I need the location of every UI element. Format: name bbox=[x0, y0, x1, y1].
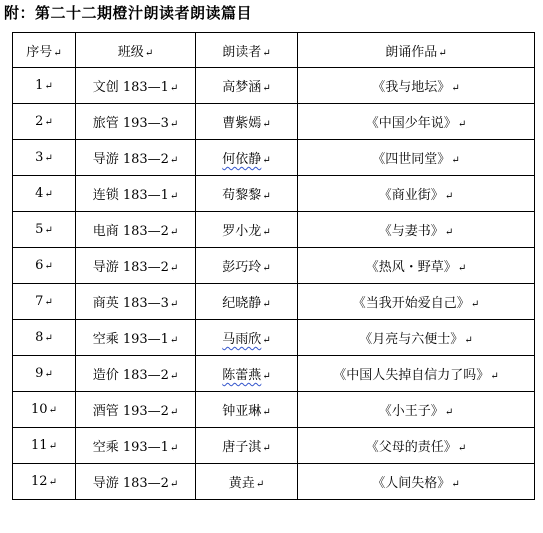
cell-end-mark: ↵ bbox=[44, 261, 53, 272]
cell-end-mark: ↵ bbox=[262, 119, 271, 130]
table-row bbox=[13, 428, 535, 464]
row-class bbox=[76, 428, 196, 464]
cell-end-mark: ↵ bbox=[169, 335, 179, 346]
cell-end-mark: ↵ bbox=[444, 191, 454, 202]
table-row bbox=[13, 176, 535, 212]
row-work bbox=[298, 104, 535, 140]
cell-end-mark: ↵ bbox=[262, 47, 271, 59]
cell-end-mark: ↵ bbox=[44, 297, 53, 308]
row-number-value: 10 bbox=[31, 402, 48, 417]
row-work-value: 《与妻书》 bbox=[378, 224, 444, 239]
header-class-label: 班级 bbox=[117, 44, 144, 60]
header-reader bbox=[196, 33, 298, 68]
page-title: 附：第二十二期橙汁朗读者朗读篇目 bbox=[4, 4, 253, 22]
row-class-value: 导游 183—2 bbox=[92, 152, 169, 167]
row-work-value: 《中国少年说》 bbox=[365, 116, 457, 131]
row-reader bbox=[196, 320, 298, 356]
row-reader bbox=[196, 284, 298, 320]
row-work-value: 《月亮与六便士》 bbox=[359, 332, 464, 347]
row-work-value: 《当我开始爱自己》 bbox=[352, 296, 470, 311]
row-work bbox=[298, 212, 535, 248]
row-work bbox=[298, 248, 535, 284]
row-reader bbox=[196, 392, 298, 428]
row-class bbox=[76, 104, 196, 140]
cell-end-mark: ↵ bbox=[444, 407, 454, 418]
cell-end-mark: ↵ bbox=[48, 477, 57, 488]
row-class bbox=[76, 176, 196, 212]
row-number-value: 9 bbox=[35, 366, 44, 381]
cell-end-mark: ↵ bbox=[169, 299, 179, 310]
row-number-value: 7 bbox=[35, 294, 44, 309]
row-work-value: 《人间失格》 bbox=[372, 476, 451, 491]
row-class-value: 导游 183—2 bbox=[92, 260, 169, 275]
row-class-value: 文创 183—1 bbox=[92, 80, 169, 95]
cell-end-mark: ↵ bbox=[490, 371, 499, 382]
cell-end-mark: ↵ bbox=[262, 263, 271, 274]
row-work bbox=[298, 284, 535, 320]
row-number bbox=[13, 248, 76, 284]
row-work-value: 《我与地坛》 bbox=[372, 80, 451, 95]
table-row bbox=[13, 320, 535, 356]
row-class-value: 旅管 193—3 bbox=[92, 116, 169, 131]
row-class-value: 造价 183—2 bbox=[92, 368, 169, 383]
row-class-value: 酒管 193—2 bbox=[92, 404, 169, 419]
row-class bbox=[76, 212, 196, 248]
table-row bbox=[13, 356, 535, 392]
row-number bbox=[13, 320, 76, 356]
row-class-value: 连锁 183—1 bbox=[92, 188, 169, 203]
cell-end-mark: ↵ bbox=[262, 443, 271, 454]
cell-end-mark: ↵ bbox=[444, 227, 454, 238]
header-class bbox=[76, 33, 196, 68]
row-class-value: 空乘 193—1 bbox=[92, 440, 169, 455]
row-class-value: 导游 183—2 bbox=[92, 476, 169, 491]
table-row bbox=[13, 392, 535, 428]
cell-end-mark: ↵ bbox=[48, 441, 57, 452]
row-work-value: 《中国人失掉自信力了吗》 bbox=[333, 368, 490, 383]
cell-end-mark: ↵ bbox=[457, 443, 467, 454]
cell-end-mark: ↵ bbox=[44, 189, 53, 200]
cell-end-mark: ↵ bbox=[262, 155, 271, 166]
row-reader-value: 罗小龙 bbox=[222, 224, 262, 239]
cell-end-mark: ↵ bbox=[44, 225, 53, 236]
cell-end-mark: ↵ bbox=[169, 227, 179, 238]
row-number-value: 8 bbox=[35, 330, 44, 345]
row-number-value: 5 bbox=[35, 222, 44, 237]
row-reader bbox=[196, 104, 298, 140]
cell-end-mark: ↵ bbox=[53, 47, 62, 59]
row-work bbox=[298, 428, 535, 464]
row-reader-value-spellcheck: 马雨欣 bbox=[222, 332, 262, 347]
row-reader bbox=[196, 140, 298, 176]
row-reader-value: 曹紫嫣 bbox=[222, 116, 262, 131]
row-reader-value: 彭巧玲 bbox=[222, 260, 262, 275]
cell-end-mark: ↵ bbox=[48, 405, 57, 416]
row-number bbox=[13, 356, 76, 392]
row-number bbox=[13, 176, 76, 212]
cell-end-mark: ↵ bbox=[464, 335, 473, 346]
row-class bbox=[76, 68, 196, 104]
cell-end-mark: ↵ bbox=[44, 333, 53, 344]
cell-end-mark: ↵ bbox=[457, 119, 467, 130]
row-class-value: 商英 183—3 bbox=[92, 296, 169, 311]
cell-end-mark: ↵ bbox=[457, 263, 467, 274]
row-reader bbox=[196, 212, 298, 248]
cell-end-mark: ↵ bbox=[451, 155, 460, 166]
table-row bbox=[13, 248, 535, 284]
cell-end-mark: ↵ bbox=[262, 83, 271, 94]
row-work-value: 《热风・野草》 bbox=[365, 260, 457, 275]
row-work bbox=[298, 356, 535, 392]
cell-end-mark: ↵ bbox=[44, 369, 53, 380]
row-work-value: 《商业街》 bbox=[378, 188, 444, 203]
row-number bbox=[13, 104, 76, 140]
row-work bbox=[298, 320, 535, 356]
header-reader-label: 朗读者 bbox=[222, 44, 262, 60]
row-reader-value: 唐子淇 bbox=[222, 440, 262, 455]
row-class bbox=[76, 284, 196, 320]
table-row bbox=[13, 212, 535, 248]
row-number-value: 1 bbox=[35, 78, 44, 93]
table-row bbox=[13, 140, 535, 176]
cell-end-mark: ↵ bbox=[169, 83, 179, 94]
header-work-label: 朗诵作品 bbox=[385, 44, 438, 60]
row-class-value: 电商 183—2 bbox=[92, 224, 169, 239]
row-reader bbox=[196, 68, 298, 104]
row-work-value: 《小王子》 bbox=[378, 404, 444, 419]
cell-end-mark: ↵ bbox=[44, 117, 53, 128]
table-row bbox=[13, 104, 535, 140]
row-class bbox=[76, 392, 196, 428]
row-class bbox=[76, 140, 196, 176]
table-row bbox=[13, 284, 535, 320]
cell-end-mark: ↵ bbox=[262, 371, 271, 382]
row-number bbox=[13, 212, 76, 248]
row-class bbox=[76, 356, 196, 392]
row-number-value: 12 bbox=[31, 474, 48, 489]
row-number-value: 11 bbox=[31, 438, 48, 453]
row-number-value: 6 bbox=[35, 258, 44, 273]
cell-end-mark: ↵ bbox=[169, 479, 179, 490]
cell-end-mark: ↵ bbox=[262, 299, 271, 310]
row-number-value: 2 bbox=[35, 114, 44, 129]
row-reader bbox=[196, 176, 298, 212]
row-class bbox=[76, 320, 196, 356]
row-number bbox=[13, 428, 76, 464]
header-no bbox=[13, 33, 76, 68]
cell-end-mark: ↵ bbox=[451, 479, 460, 490]
cell-end-mark: ↵ bbox=[262, 407, 271, 418]
cell-end-mark: ↵ bbox=[451, 83, 460, 94]
row-number-value: 3 bbox=[35, 150, 44, 165]
cell-end-mark: ↵ bbox=[169, 191, 179, 202]
row-reader-value: 纪晓静 bbox=[222, 296, 262, 311]
row-number-value: 4 bbox=[35, 186, 44, 201]
row-number bbox=[13, 464, 76, 500]
row-class bbox=[76, 248, 196, 284]
cell-end-mark: ↵ bbox=[44, 153, 53, 164]
cell-end-mark: ↵ bbox=[44, 81, 53, 92]
cell-end-mark: ↵ bbox=[169, 407, 179, 418]
row-work bbox=[298, 176, 535, 212]
cell-end-mark: ↵ bbox=[262, 191, 271, 202]
header-no-label: 序号 bbox=[26, 44, 53, 60]
table-header-row bbox=[13, 33, 535, 68]
row-work bbox=[298, 68, 535, 104]
row-reader bbox=[196, 356, 298, 392]
row-reader-value: 钟亚琳 bbox=[222, 404, 262, 419]
row-reader-value: 高梦涵 bbox=[222, 80, 262, 95]
row-work-value: 《四世同堂》 bbox=[372, 152, 451, 167]
row-work bbox=[298, 464, 535, 500]
cell-end-mark: ↵ bbox=[169, 155, 179, 166]
cell-end-mark: ↵ bbox=[169, 443, 179, 454]
cell-end-mark: ↵ bbox=[169, 263, 179, 274]
row-class-value: 空乘 193—1 bbox=[92, 332, 169, 347]
cell-end-mark: ↵ bbox=[169, 371, 179, 382]
cell-end-mark: ↵ bbox=[262, 227, 271, 238]
row-class bbox=[76, 464, 196, 500]
row-number bbox=[13, 68, 76, 104]
cell-end-mark: ↵ bbox=[470, 299, 480, 310]
table-row bbox=[13, 464, 535, 500]
row-number bbox=[13, 392, 76, 428]
row-work bbox=[298, 392, 535, 428]
cell-end-mark: ↵ bbox=[144, 47, 154, 59]
row-number bbox=[13, 284, 76, 320]
row-reader-value-spellcheck: 陈蕾燕 bbox=[222, 368, 262, 383]
cell-end-mark: ↵ bbox=[262, 335, 271, 346]
row-work-value: 《父母的责任》 bbox=[365, 440, 457, 455]
cell-end-mark: ↵ bbox=[169, 119, 179, 130]
row-reader-value: 黄垚 bbox=[228, 476, 255, 491]
reading-list-table bbox=[12, 32, 535, 500]
row-work bbox=[298, 140, 535, 176]
row-reader bbox=[196, 464, 298, 500]
cell-end-mark: ↵ bbox=[438, 47, 447, 59]
table-row bbox=[13, 68, 535, 104]
row-reader-value: 苟黎黎 bbox=[222, 188, 262, 203]
row-reader-value-spellcheck: 何依静 bbox=[222, 152, 262, 167]
row-reader bbox=[196, 248, 298, 284]
row-number bbox=[13, 140, 76, 176]
cell-end-mark: ↵ bbox=[255, 479, 265, 490]
row-reader bbox=[196, 428, 298, 464]
header-work bbox=[298, 33, 535, 68]
